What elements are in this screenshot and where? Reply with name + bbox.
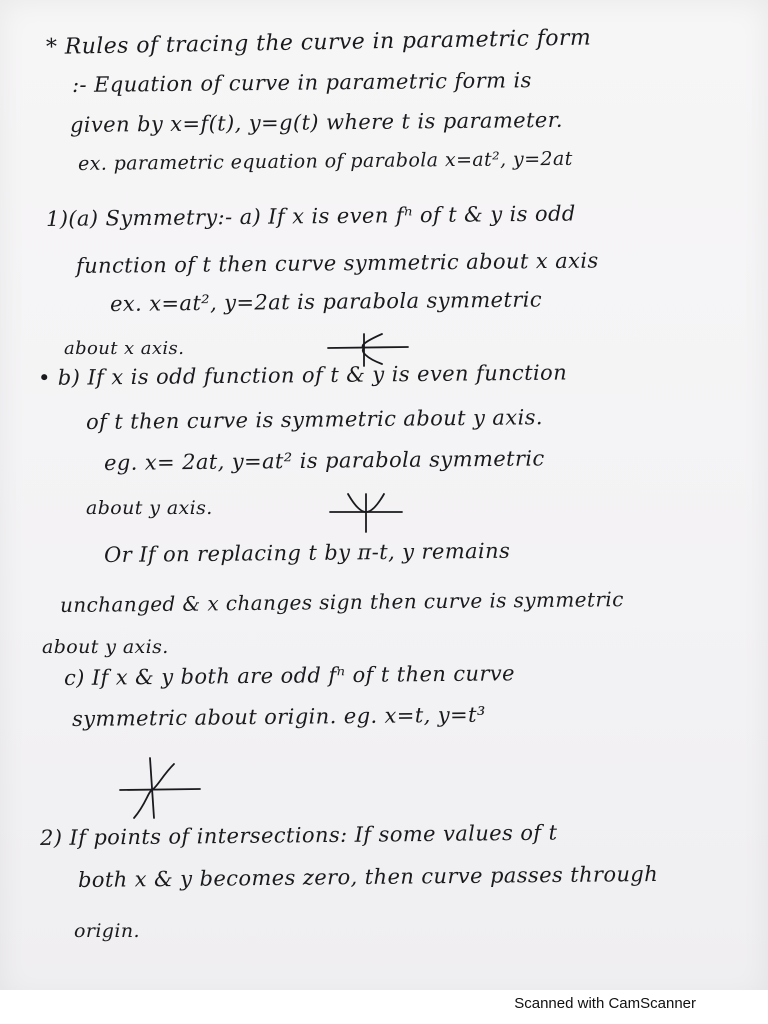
scanner-watermark: Scanned with CamScanner (514, 995, 696, 1012)
text-line: 2) If points of intersections: If some values of t (39, 820, 558, 850)
text-line: ex. parametric equation of parabola x=at², y=2at (77, 147, 573, 175)
text-line: unchanged & x changes sign then curve is symmetric (59, 587, 624, 617)
text-line: both x & y becomes zero, then curve passes through (77, 861, 659, 892)
text-line: symmetric about origin. eg. x=t, y=t³ (71, 702, 486, 731)
heading-line: * Rules of tracing the curve in parametric form (45, 25, 592, 60)
text-line: eg. x= 2at, y=at² is parabola symmetric (103, 446, 545, 475)
text-line: • b) If x is odd function of t & y is even function (37, 360, 568, 390)
text-line: function of t then curve symmetric about x axis (75, 248, 599, 278)
text-line: :- Equation of curve in parametric form is (71, 68, 532, 97)
cubic-origin-sketch (116, 752, 206, 822)
parabola-y-axis-sketch (326, 490, 406, 534)
text-line: of t then curve is symmetric about y axis. (85, 405, 544, 434)
text-line: ex. x=at², y=2at is parabola symmetric (109, 287, 543, 316)
text-line: about x axis. (64, 338, 185, 359)
text-line: about y axis. (86, 497, 213, 519)
text-line: c) If x & y both are odd fⁿ of t then curve (63, 661, 516, 690)
text-line: Or If on replacing t by π-t, y remains (103, 538, 511, 567)
text-line: origin. (74, 920, 140, 942)
text-line: about y axis. (42, 636, 169, 658)
text-line: 1)(a) Symmetry:- a) If x is even fⁿ of t & y is odd (45, 201, 576, 231)
text-line: given by x=f(t), y=g(t) where t is parameter. (69, 107, 564, 137)
